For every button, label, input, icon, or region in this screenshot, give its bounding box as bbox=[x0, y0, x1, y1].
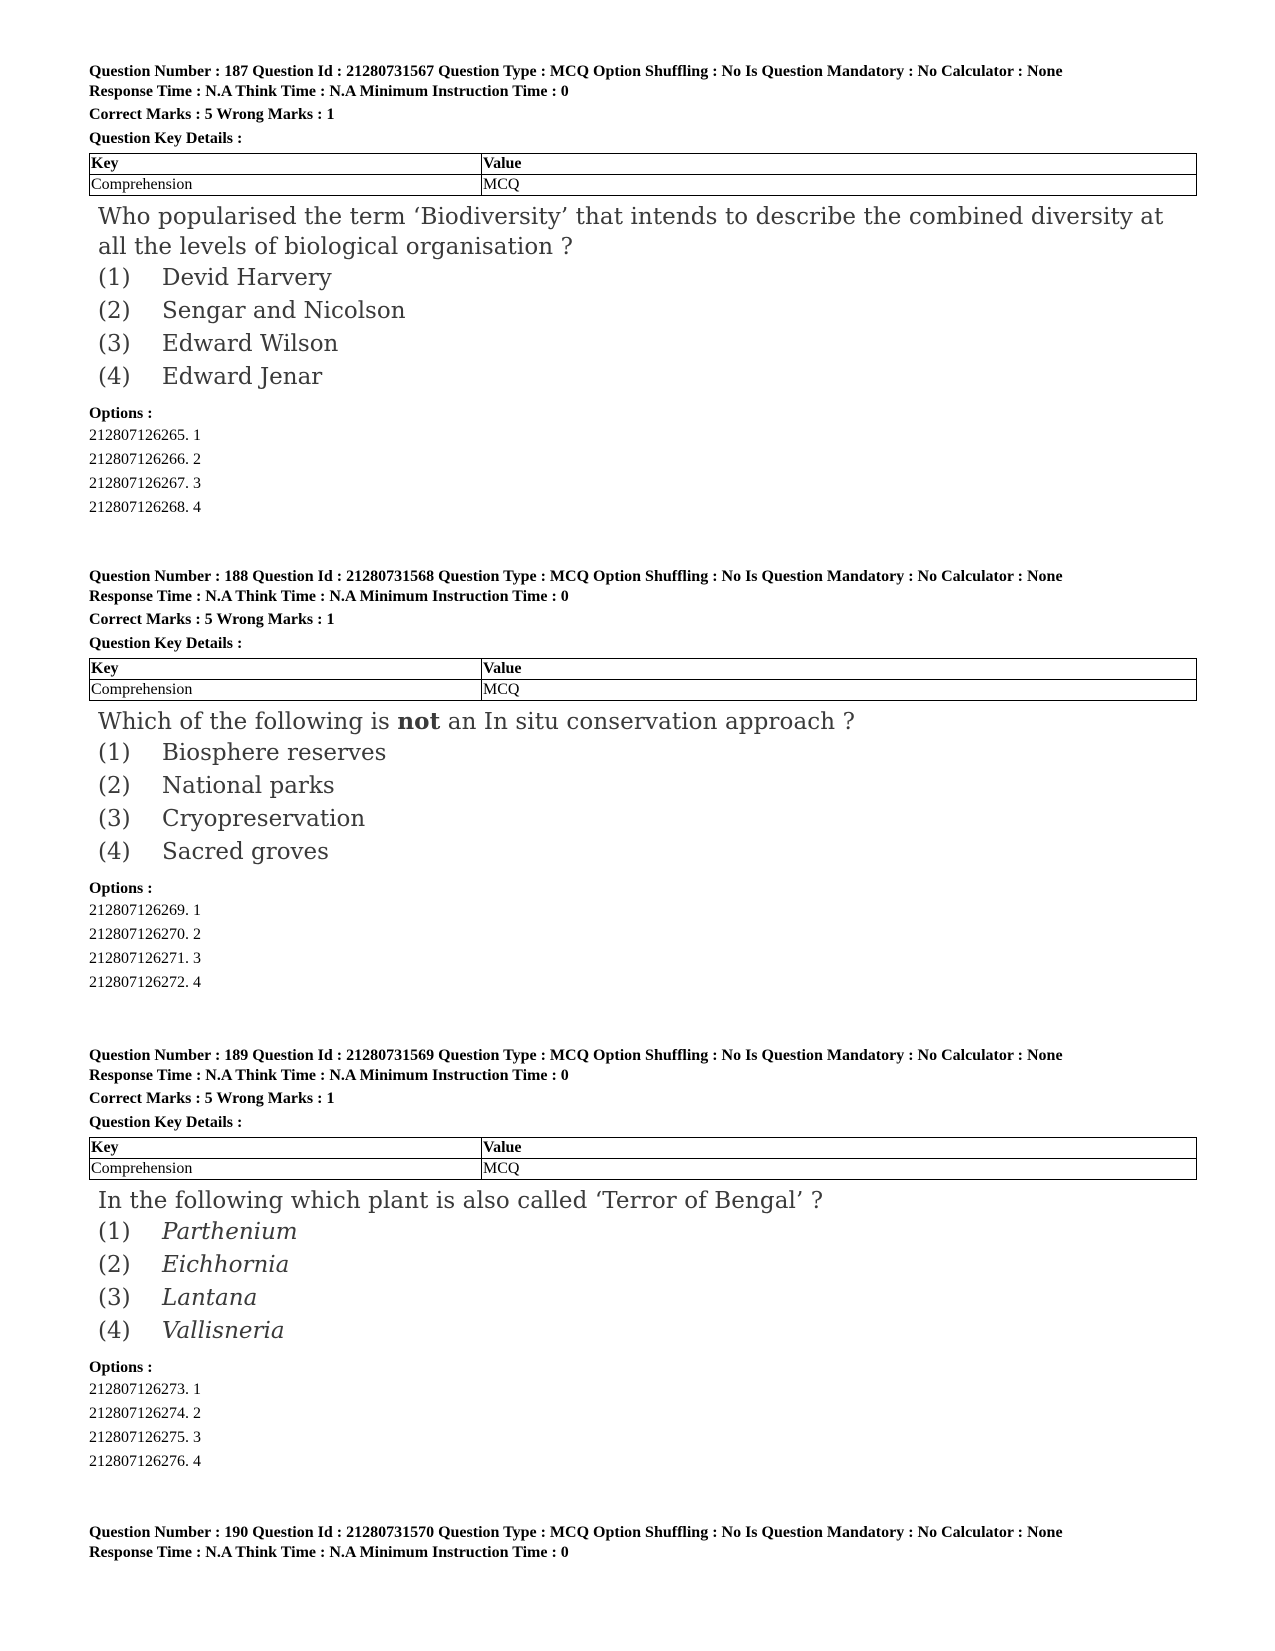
key-details-label: Question Key Details : bbox=[89, 635, 243, 652]
key-details-table bbox=[89, 153, 1197, 196]
key-header-cell: Key bbox=[90, 659, 482, 680]
choice-item bbox=[98, 328, 1197, 361]
question-marks: Correct Marks : 5 Wrong Marks : 1 bbox=[89, 106, 335, 123]
option-id: 212807126269. 1 bbox=[89, 902, 201, 919]
choice-item bbox=[98, 1315, 1197, 1348]
choice-text: Sengar and Nicolson bbox=[162, 298, 406, 324]
key-details-table bbox=[89, 1137, 1197, 1180]
options-label: Options : bbox=[89, 405, 153, 422]
choice-number: (4) bbox=[98, 364, 131, 390]
value-cell: MCQ bbox=[482, 175, 1197, 196]
question-image bbox=[89, 1186, 1197, 1348]
table-row bbox=[90, 680, 1197, 701]
choice-item bbox=[98, 1216, 1197, 1249]
table-header-row bbox=[90, 154, 1197, 175]
key-header-cell: Key bbox=[90, 1138, 482, 1159]
question-header: Question Number : 187 Question Id : 21280731567 Question Type : MCQ Option Shuffling : No Is Question Mandatory : No Calculator : None bbox=[89, 63, 1063, 80]
choice-text: Sacred groves bbox=[162, 839, 329, 865]
choice-item bbox=[98, 262, 1197, 295]
question-timing: Response Time : N.A Think Time : N.A Minimum Instruction Time : 0 bbox=[89, 83, 569, 100]
option-id: 212807126274. 2 bbox=[89, 1405, 201, 1422]
choice-text: Biosphere reserves bbox=[162, 740, 387, 766]
choice-number: (4) bbox=[98, 839, 131, 865]
question-marks: Correct Marks : 5 Wrong Marks : 1 bbox=[89, 611, 335, 628]
option-id: 212807126267. 3 bbox=[89, 475, 201, 492]
table-header-row bbox=[90, 659, 1197, 680]
question-text: In the following which plant is also called ‘Terror of Bengal’ ? bbox=[98, 1188, 824, 1214]
choice-number: (2) bbox=[98, 1252, 131, 1278]
question-text-emphasis: not bbox=[397, 708, 441, 735]
options-label: Options : bbox=[89, 1359, 153, 1376]
choice-text: Parthenium bbox=[162, 1219, 298, 1245]
key-header-cell: Key bbox=[90, 154, 482, 175]
options-label: Options : bbox=[89, 880, 153, 897]
option-id: 212807126276. 4 bbox=[89, 1453, 201, 1470]
option-id: 212807126270. 2 bbox=[89, 926, 201, 943]
question-block-189 bbox=[89, 1046, 1197, 1474]
option-id: 212807126265. 1 bbox=[89, 427, 201, 444]
choice-number: (3) bbox=[98, 331, 131, 357]
choice-item bbox=[98, 361, 1197, 394]
question-image bbox=[89, 707, 1197, 869]
value-cell: MCQ bbox=[482, 1159, 1197, 1180]
option-id: 212807126273. 1 bbox=[89, 1381, 201, 1398]
key-cell: Comprehension bbox=[90, 680, 482, 701]
value-header-cell: Value bbox=[482, 659, 1197, 680]
choice-item bbox=[98, 836, 1197, 869]
option-id: 212807126272. 4 bbox=[89, 974, 201, 991]
option-id: 212807126275. 3 bbox=[89, 1429, 201, 1446]
question-block-190 bbox=[89, 1523, 1197, 1563]
value-header-cell: Value bbox=[482, 1138, 1197, 1159]
choice-text: Devid Harvery bbox=[162, 265, 332, 291]
choice-number: (1) bbox=[98, 265, 131, 291]
value-header-cell: Value bbox=[482, 154, 1197, 175]
choice-item bbox=[98, 295, 1197, 328]
choice-text: National parks bbox=[162, 773, 335, 799]
choice-number: (1) bbox=[98, 740, 131, 766]
question-image bbox=[89, 202, 1197, 394]
choice-number: (1) bbox=[98, 1219, 131, 1245]
choice-item bbox=[98, 1249, 1197, 1282]
question-block-188 bbox=[89, 567, 1197, 995]
value-cell: MCQ bbox=[482, 680, 1197, 701]
choice-number: (3) bbox=[98, 1285, 131, 1311]
question-marks: Correct Marks : 5 Wrong Marks : 1 bbox=[89, 1090, 335, 1107]
choice-number: (4) bbox=[98, 1318, 131, 1344]
choice-text: Lantana bbox=[162, 1285, 258, 1311]
key-cell: Comprehension bbox=[90, 175, 482, 196]
choice-number: (2) bbox=[98, 298, 131, 324]
key-details-label: Question Key Details : bbox=[89, 1114, 243, 1131]
key-cell: Comprehension bbox=[90, 1159, 482, 1180]
question-timing: Response Time : N.A Think Time : N.A Minimum Instruction Time : 0 bbox=[89, 588, 569, 605]
question-header: Question Number : 190 Question Id : 21280731570 Question Type : MCQ Option Shuffling : No Is Question Mandatory : No Calculator : None bbox=[89, 1524, 1063, 1541]
choice-text: Eichhornia bbox=[162, 1252, 290, 1278]
question-timing: Response Time : N.A Think Time : N.A Minimum Instruction Time : 0 bbox=[89, 1544, 569, 1561]
choice-text: Vallisneria bbox=[162, 1318, 285, 1344]
question-text bbox=[98, 707, 1197, 737]
key-details-table bbox=[89, 658, 1197, 701]
question-timing: Response Time : N.A Think Time : N.A Minimum Instruction Time : 0 bbox=[89, 1067, 569, 1084]
question-text-start: Which of the following is bbox=[98, 709, 398, 735]
choice-text: Cryopreservation bbox=[162, 806, 366, 832]
question-header: Question Number : 189 Question Id : 21280731569 Question Type : MCQ Option Shuffling : No Is Question Mandatory : No Calculator : None bbox=[89, 1047, 1063, 1064]
key-details-label: Question Key Details : bbox=[89, 130, 243, 147]
question-block-187 bbox=[89, 62, 1197, 520]
choice-text: Edward Wilson bbox=[162, 331, 339, 357]
table-row bbox=[90, 1159, 1197, 1180]
choice-number: (2) bbox=[98, 773, 131, 799]
table-row bbox=[90, 175, 1197, 196]
option-id: 212807126266. 2 bbox=[89, 451, 201, 468]
option-id: 212807126268. 4 bbox=[89, 499, 201, 516]
choice-text: Edward Jenar bbox=[162, 364, 323, 390]
choice-item bbox=[98, 737, 1197, 770]
question-text-end: an In situ conservation approach ? bbox=[440, 709, 856, 735]
choice-item bbox=[98, 1282, 1197, 1315]
table-header-row bbox=[90, 1138, 1197, 1159]
question-text: Who popularised the term ‘Biodiversity’ that intends to describe the combined diversity at all the levels of biological organisation ? bbox=[98, 204, 1164, 260]
option-id: 212807126271. 3 bbox=[89, 950, 201, 967]
choice-number: (3) bbox=[98, 806, 131, 832]
question-header: Question Number : 188 Question Id : 21280731568 Question Type : MCQ Option Shuffling : No Is Question Mandatory : No Calculator : None bbox=[89, 568, 1063, 585]
choice-item bbox=[98, 770, 1197, 803]
choice-item bbox=[98, 803, 1197, 836]
